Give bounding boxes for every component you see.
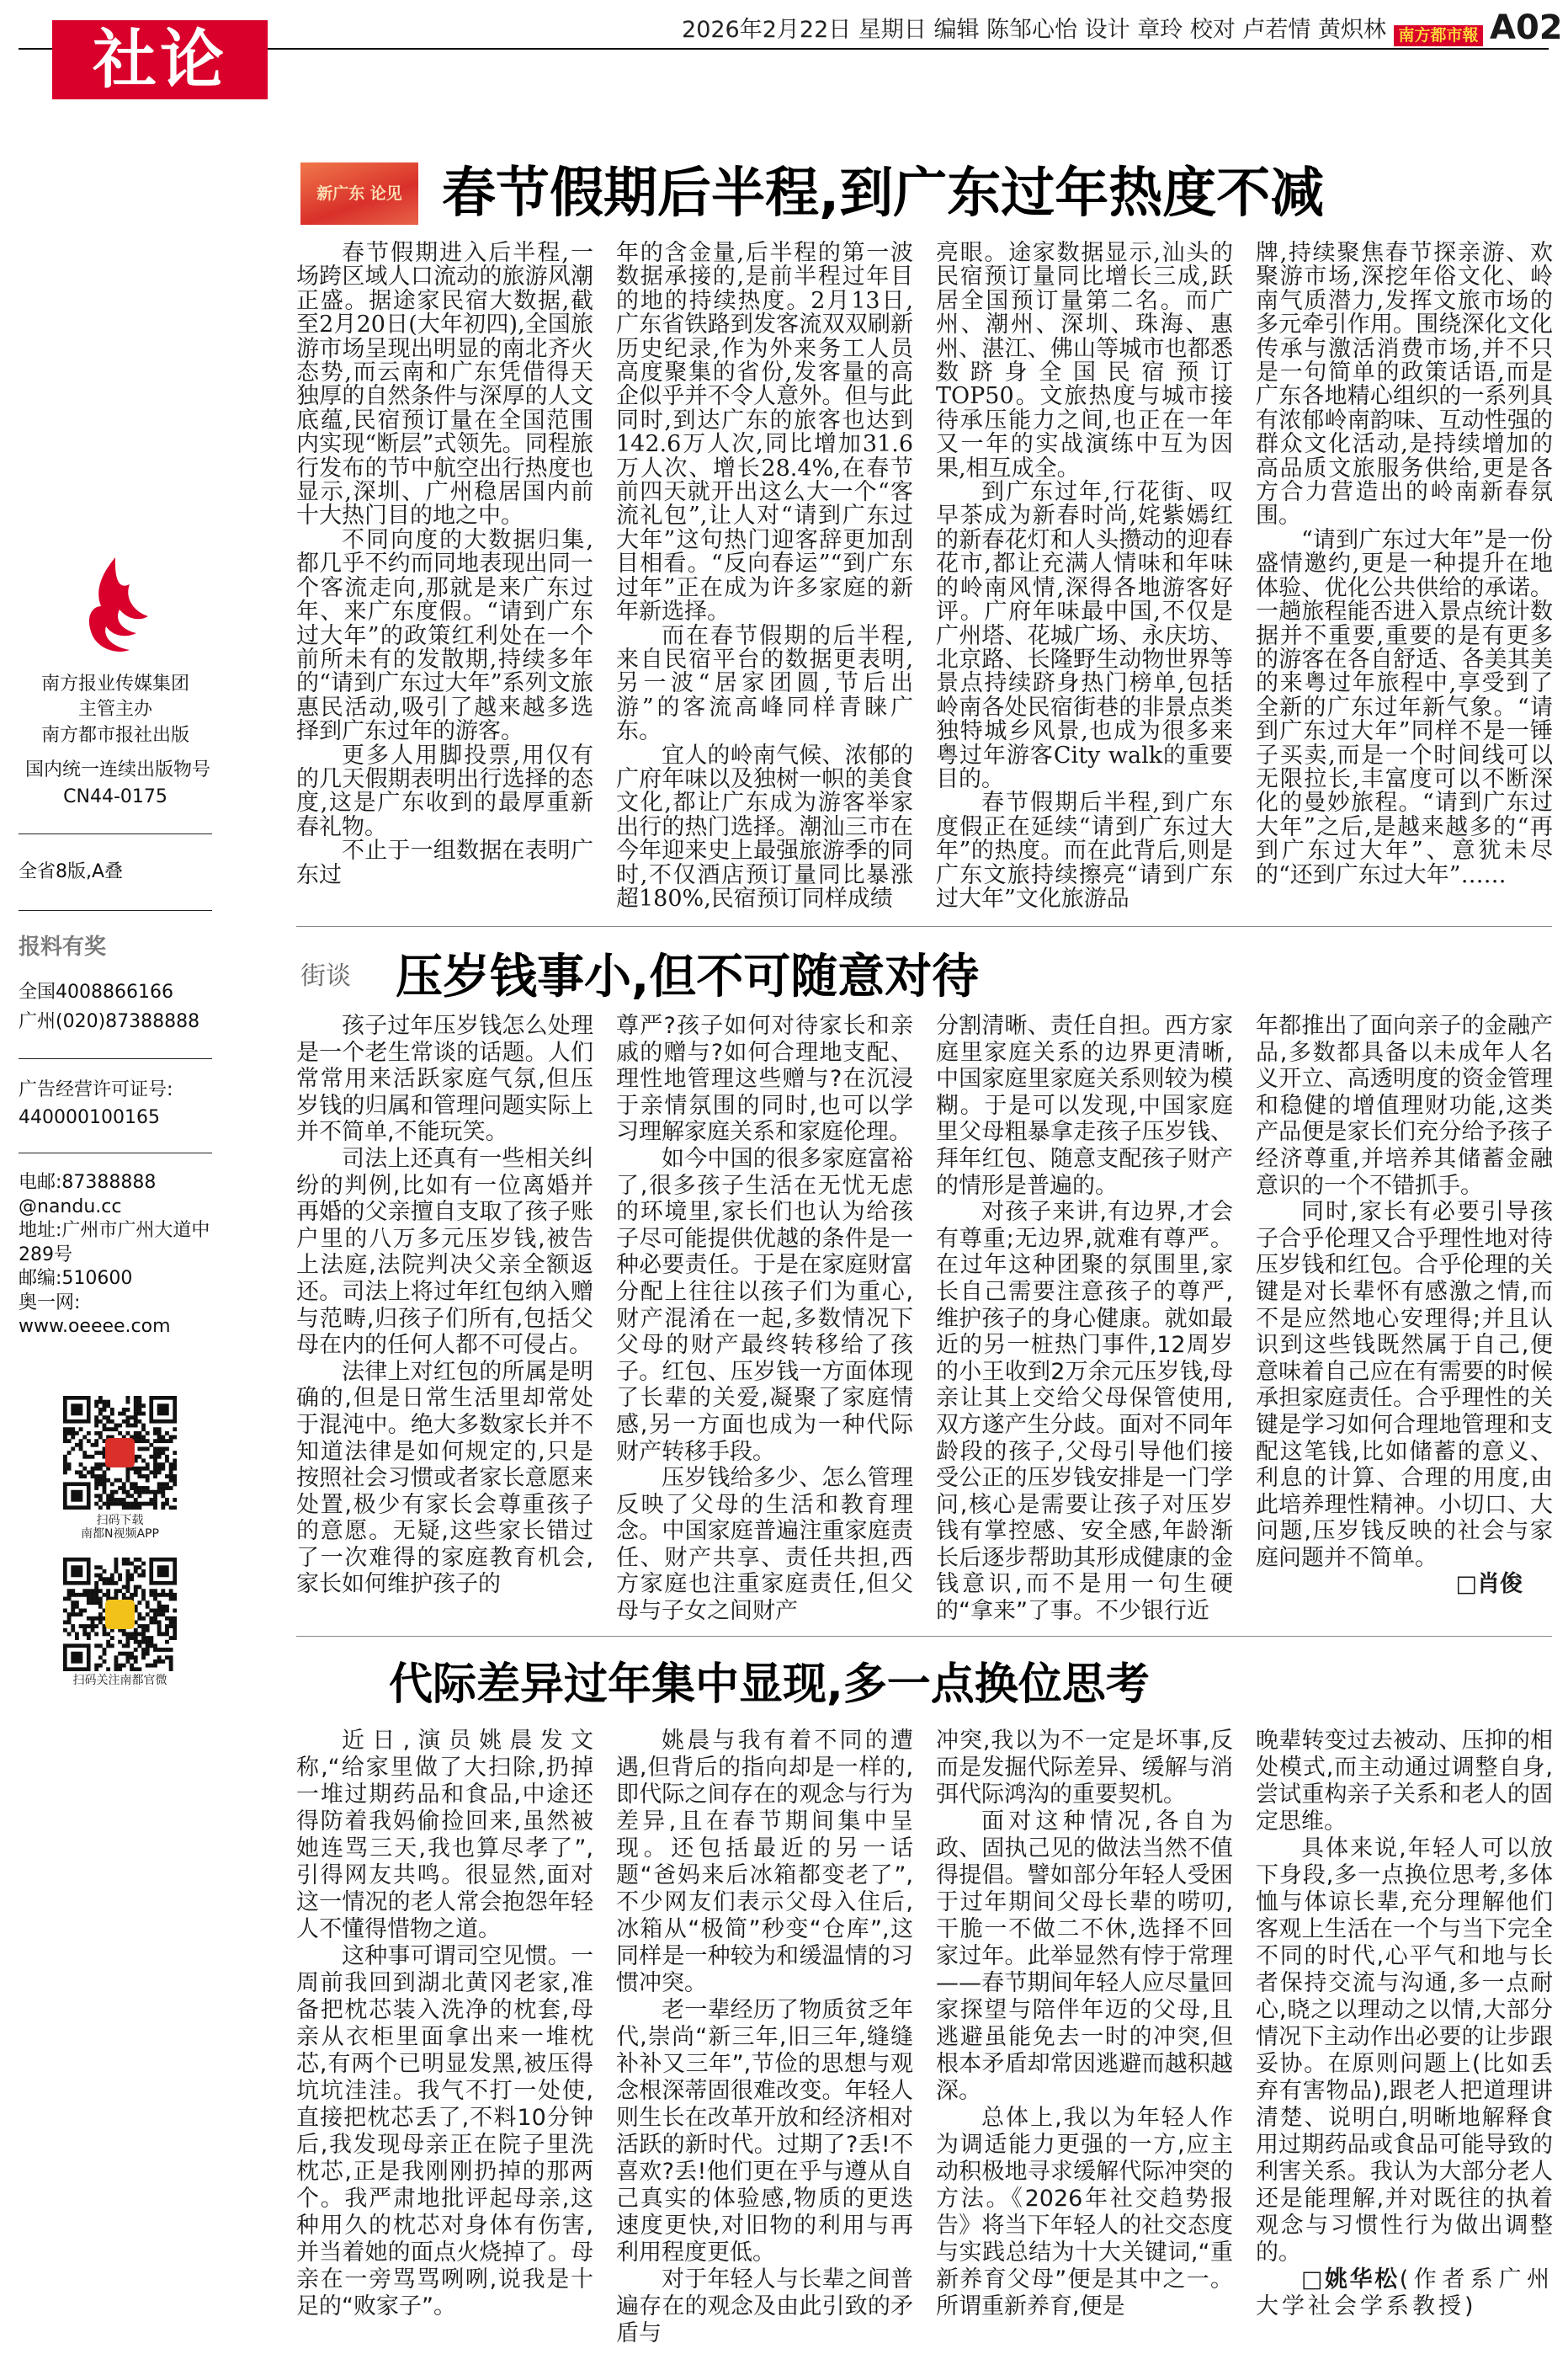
author-name: □姚华松	[1301, 2266, 1400, 2293]
article2-column	[616, 1013, 913, 1625]
paragraph: 姚晨与我有着不同的遭遇,但背后的指向却是一样的,即代际之间存在的观念与行为差异,且在春节期间集中呈现。还包括最近的另一话题“爸妈来后冰箱都变老了”,不少网友们表示父母入住后,冰箱从“极简”秒变“仓库”,这同样是一种较为和缓温情的习惯冲突。	[616, 1728, 913, 1996]
paragraph: 宜人的岭南气候、浓郁的广府年味以及独树一帜的美食文化,都让广东成为游客举家出行的热门选择。潮汕三市在今年迎来史上最强旅游季的同时,不仅酒店预订量同比暴涨超180%,民宿预订同样成绩	[616, 742, 913, 912]
paragraph: 孩子过年压岁钱怎么处理是一个老生常谈的话题。人们常常用来活跃家庭气氛,但压岁钱的归属和管理问题实际上并不简单,不能玩笑。	[296, 1013, 593, 1146]
tips-hotline-national: 全国4008866166	[19, 982, 173, 1003]
article1-headline: 春节假期后半程,到广东过年热度不减	[442, 162, 1325, 225]
qr1-caption-line2: 南都N视频APP	[81, 1527, 159, 1541]
issue-date: 2026年2月22日	[682, 17, 852, 43]
address-line1: 地址:广州市广州大道中	[19, 1220, 210, 1241]
paragraph: 尊严?孩子如何对待家长和亲戚的赠与?如何合理地支配、理性地管理这些赠与?在沉浸于亲情氛围的同时,也可以学习理解家庭关系和家庭伦理。	[616, 1013, 913, 1146]
article3-headline: 代际差异过年集中显现,多一点换位思考	[389, 1659, 1150, 1710]
paragraph: 法律上对红包的所属是明确的,但是日常生活里却常处于混沌中。绝大多数家长并不知道法律是如何规定的,只是按照社会习惯或者家长意愿来处置,极少有家长会尊重孩子的意愿。无疑,这些家长错过了一次难得的家庭教育机会,家长如何维护孩子的	[296, 1358, 593, 1598]
tips-heading: 报料有奖	[19, 935, 107, 960]
page-number: A02	[1490, 8, 1563, 47]
sidebar-divider	[19, 833, 212, 834]
paragraph: 压岁钱给多少、怎么管理反映了父母的生活和教育理念。中国家庭普遍注重家庭责任、财产共享、责任共担,西方家庭也注重家庭责任,但父母与子女之间财产	[616, 1465, 913, 1625]
qr-code-app-download[interactable]	[63, 1396, 177, 1510]
proof-credit: 校对 卢若情 黄炽林	[1189, 17, 1386, 43]
sidebar-divider	[19, 1058, 212, 1059]
paragraph: 老一辈经历了物质贫乏年代,崇尚“新三年,旧三年,缝缝补补又三年”,节俭的思想与观念根深蒂固很难改变。年轻人则生长在改革开放和经济相对活跃的新时代。过期了?丢!不喜欢?丢!他们更在乎与遵从自己真实的体验感,物质的更迭速度更快,对旧物的利用与再利用程度更低。	[616, 1997, 913, 2266]
paragraph: 春节假期后半程,到广东度假正在延续“请到广东过大年”的热度。而在此背后,则是广东文旅持续擦亮“请到广东过大年”文化旅游品	[936, 790, 1233, 912]
email-line2: @nandu.cc	[19, 1196, 122, 1217]
article2-column	[936, 1013, 1233, 1625]
paragraph: 更多人用脚投票,用仅有的几天假期表明出行选择的态度,这是广东收到的最厚重新春礼物。	[296, 742, 593, 840]
paragraph: 不同向度的大数据归集,都几乎不约而同地表现出同一个客流走向,那就是来广东过年、来广东度假。“请到广东过大年”的政策红利处在一个前所未有的发散期,持续多年的“请到广东过大年”系列文旅惠民活动,吸引了越来越多选择到广东过年的游客。	[296, 526, 593, 745]
paragraph: 冲突,我以为不一定是坏事,反而是发掘代际差异、缓解与消弭代际鸿沟的重要契机。	[936, 1728, 1233, 1808]
paragraph: 不止于一组数据在表明广东过	[296, 838, 593, 888]
website-link[interactable]: www.oeeee.com	[19, 1316, 171, 1337]
article2-column	[296, 1013, 593, 1598]
paragraph: 对孩子来讲,有边界,才会有尊重;无边界,就难有尊严。在过年这种团聚的氛围里,家长自己需要注意孩子的尊严,维护孩子的身心健康。就如最近的另一桩热门事件,12周岁的小王收到2万余元压岁钱,母亲让其上交给父母保管使用,双方遂产生分歧。面对不同年龄段的孩子,父母引导他们接受公正的压岁钱安排是一门学问,核心是需要让孩子对压岁钱有掌控感、安全感,年龄渐长后逐步帮助其形成健康的金钱意识,而不是用一句生硬的“拿来”了事。不少银行近	[936, 1199, 1233, 1625]
paragraph: 晚辈转变过去被动、压抑的相处模式,而主动通过调整自身,尝试重构亲子关系和老人的固定思维。	[1256, 1728, 1553, 1835]
paragraph: 具体来说,年轻人可以放下身段,多一点换位思考,多体恤与体谅长辈,充分理解他们客观上生活在一个与当下完全不同的时代,心平气和地与长者保持交流与沟通,多一点耐心,晓之以理动之以情,大部分情况下主动作出必要的让步跟妥协。在原则问题上(比如丢弃有害物品),跟老人把道理讲清楚、说明白,明晰地解释食用过期药品或食品可能导致的利害关系。我认为大部分老人还是能理解,并对既往的执着观念与习惯性行为做出调整的。	[1256, 1835, 1553, 2266]
publisher-name: 南方都市报社出版	[40, 725, 189, 746]
website-label: 奥一网:	[19, 1292, 81, 1313]
column-logo	[300, 162, 418, 225]
article3-column	[296, 1728, 593, 2320]
paragraph: 这种事可谓司空见惯。一周前我回到湖北黄冈老家,准备把枕芯装入洗净的枕套,母亲从衣柜里面拿出来一堆枕芯,有两个已明显发黑,被压得坑坑洼洼。我气不打一处使,直接把枕芯丢了,不料10分钟后,我发现母亲正在院子里洗枕芯,正是我刚刚扔掉的那两个。我严肃地批评起母亲,这种用久的枕芯对身体有伤害,并当着她的面点火烧掉了。母亲在一旁骂骂咧咧,说我是十足的“败家子”。	[296, 1943, 593, 2319]
issn-number: CN44-0175	[63, 786, 167, 807]
article2-byline: □肖俊	[1455, 1571, 1523, 1598]
group-flame-logo-icon	[77, 556, 153, 661]
email-line1: 电邮:87388888	[19, 1172, 157, 1193]
article3-column	[936, 1728, 1233, 2320]
section-label: 社论	[52, 20, 268, 99]
paragraph: 总体上,我以为年轻人作为调适能力更强的一方,应主动积极地寻求缓解代际冲突的方法。《2026年社交趋势报告》将当下年轻人的社交态度与实践总结为十大关键词,“重新养育父母”便是其中之一。所谓重新养育,便是	[936, 2105, 1233, 2319]
article3-column	[616, 1728, 913, 2347]
author-note: (作者系广州大学社会学系教授)	[1256, 2266, 1553, 2319]
paragraph: 年的含金量,后半程的第一波数据承接的,是前半程过年目的地的持续热度。2月13日,广东省铁路到发客流双双刷新历史纪录,作为外来务工人员高度聚集的省份,发客量的高企似乎并不令人意外。但与此同时,到达广东的旅客也达到142.6万人次,同比增加31.6万人次、增长28.4%,在春节前四天就开出这么大一个“客流礼包”,让人对“请到广东过大年”这句热门迎客辞更加刮目相看。“反向春运”“到广东过年”正在成为许多家庭的新年新选择。	[616, 240, 913, 626]
article2-kicker: 街谈	[300, 961, 351, 991]
paragraph: 如今中国的很多家庭富裕了,很多孩子生活在无忧无虑的环境里,家长们也认为给孩子尽可能提供优越的条件是一种必要责任。于是在家庭财富分配上往往以孩子们为重心,财产混淆在一起,多数情况下父母的财产最终转移给了孩子。红包、压岁钱一方面体现了长辈的关爱,凝聚了家庭情感,另一方面也成为一种代际财产转移手段。	[616, 1145, 913, 1465]
article1-column	[616, 242, 913, 911]
ad-license-number: 440000100165	[19, 1107, 160, 1128]
article-separator	[296, 1636, 1552, 1637]
issue-weekday: 星期日	[858, 17, 927, 43]
paragraph: 春节假期进入后半程,一场跨区域人口流动的旅游风潮正盛。据途家民宿大数据,截至2月20日(大年初四),全国旅游市场呈现出明显的南北齐火态势,而云南和广东凭借得天独厚的自然条件与深厚的人文底蕴,民宿预订量在全国范围内实现“断层”式领先。同程旅行发布的节中航空出行热度也显示,深圳、广州稳居国内前十大热门目的地之中。	[296, 240, 593, 530]
design-credit: 设计 章玲	[1084, 17, 1183, 43]
sidebar-divider	[19, 910, 212, 911]
edition-info: 全省8版,A叠	[19, 861, 124, 882]
page-meta	[682, 15, 1386, 45]
paragraph: 司法上还真有一些相关纠纷的判例,比如有一位离婚并再婚的父亲擅自支取了孩子账户里的八万多元压岁钱,被告上法庭,法院判决父亲全额返还。司法上将过年红包纳入赠与范畴,归孩子们所有,包括父母在内的任何人都不可侵占。	[296, 1145, 593, 1359]
ad-license-label: 广告经营许可证号:	[19, 1079, 173, 1100]
article3-column	[1256, 1728, 1553, 2320]
paragraph: 面对这种情况,各自为政、固执己见的做法当然不值得提倡。譬如部分年轻人受困于过年期间父母长辈的唠叨,干脆一不做二不休,选择不回家过年。此举显然有悖于常理——春节期间年轻人应尽量回家探望与陪伴年迈的父母,且逃避虽能免去一时的冲突,但根本矛盾却常因逃避而越积越深。	[936, 1808, 1233, 2104]
column-logo-text: 新广东 论见	[316, 184, 402, 203]
editor-credit: 编辑 陈邹心怡	[933, 17, 1078, 43]
paragraph: 分割清晰、责任自担。西方家庭里家庭关系的边界更清晰,中国家庭里家庭关系则较为模糊。于是可以发现,中国家庭里父母粗暴拿走孩子压岁钱、拜年红包、随意支配孩子财产的情形是普遍的。	[936, 1013, 1233, 1199]
article2-column	[1256, 1013, 1553, 1598]
tips-hotline-guangzhou: 广州(020)87388888	[19, 1011, 200, 1032]
paragraph: 近日,演员姚晨发文称,“给家里做了大扫除,扔掉一堆过期药品和食品,中途还得防着我妈偷捡回来,虽然被她连骂三天,我也算尽孝了”,引得网友共鸣。很显然,面对这一情况的老人常会抱怨年轻人不懂得惜物之道。	[296, 1728, 593, 1942]
paragraph: 牌,持续聚焦春节探亲游、欢聚游市场,深挖年俗文化、岭南气质潜力,发挥文旅市场的多元牵引作用。围绕深化文化传承与激活消费市场,并不只是一句简单的政策话语,而是广东各地精心组织的一系列具有浓郁岭南韵味、互动性强的群众文化活动,是持续增加的高品质文旅服务供给,更是各方合力营造出的岭南新春氛围。	[1256, 240, 1553, 530]
publisher-sponsor: 主管主办	[77, 699, 152, 720]
issn-label: 国内统一连续出版物号	[24, 759, 210, 780]
article2-headline: 压岁钱事小,但不可随意对待	[396, 950, 980, 1004]
paragraph: 而在春节假期的后半程,来自民宿平台的数据更表明,另一波“居家团圆,节后出游”的客流高峰同样青睐广东。	[616, 622, 913, 745]
qr-code-official-account[interactable]	[63, 1558, 177, 1671]
postcode: 邮编:510600	[19, 1268, 133, 1289]
article3-byline	[1256, 2266, 1553, 2320]
qr1-caption-line1: 扫码下载	[96, 1514, 144, 1527]
paragraph: 到广东过年,行花街、叹早茶成为新春时尚,姹紫嫣红的新春花灯和人头攒动的迎春花市,都让充满人情味和年味的岭南风情,深得各地游客好评。广府年味最中国,不仅是广州塔、花城广场、永庆坊、北京路、长隆野生动物世界等景点持续跻身热门榜单,包括岭南各处民宿街巷的非景点类独特城乡风景,也成为很多来粤过年游客City walk的重要目的。	[936, 479, 1233, 792]
article1-column	[1256, 242, 1553, 887]
newspaper-logo: 南方都市報	[1394, 25, 1483, 46]
paragraph: 年都推出了面向亲子的金融产品,多数都具备以未成年人名义开立、高透明度的资金管理和稳健的增值理财功能,这类产品便是家长们充分给予孩子经济尊重,并培养其储蓄金融意识的一个不错抓手。	[1256, 1013, 1553, 1199]
qr2-caption: 扫码关注南都官微	[72, 1674, 167, 1687]
paragraph: 同时,家长有必要引导孩子合乎伦理又合乎理性地对待压岁钱和红包。合乎伦理的关键是对长辈怀有感激之情,而不是应然地心安理得;并且认识到这些钱既然属于自己,便意味着自己应在有需要的时候承担家庭责任。合乎理性的关键是学习如何合理地管理和支配这笔钱,比如储蓄的意义、利息的计算、合理的用度,由此培养理性精神。小切口、大问题,压岁钱反映的社会与家庭问题并不简单。	[1256, 1199, 1553, 1571]
article-separator	[296, 926, 1552, 927]
paragraph: “请到广东过大年”是一份盛情邀约,更是一种提升在地体验、优化公共供给的承诺。一趟旅程能否进入景点统计数据并不重要,重要的是有更多的游客在各自舒适、各美其美的来粤过年旅程中,享受到了全新的广东过年新气象。“请到广东过大年”同样不是一锤子买卖,而是一个时间线可以无限拉长,丰富度可以不断深化的曼妙旅程。“请到广东过大年”之后,是越来越多的“再到广东过大年”、意犹未尽的“还到广东过大年”……	[1256, 526, 1553, 888]
address-line2: 289号	[19, 1244, 72, 1265]
paragraph: 对于年轻人与长辈之间普遍存在的观念及由此引致的矛盾与	[616, 2266, 913, 2346]
article1-column	[296, 242, 593, 887]
paragraph: 亮眼。途家数据显示,汕头的民宿预订量同比增长三成,跃居全国预订量第二名。而广州、潮州、深圳、珠海、惠州、湛江、佛山等城市也都悉数跻身全国民宿预订TOP50。文旅热度与城市接待承压能力之间,也正在一年又一年的实战演练中互为因果,相互成全。	[936, 240, 1233, 482]
article1-column	[936, 242, 1233, 911]
publisher-group: 南方报业传媒集团	[40, 674, 189, 695]
